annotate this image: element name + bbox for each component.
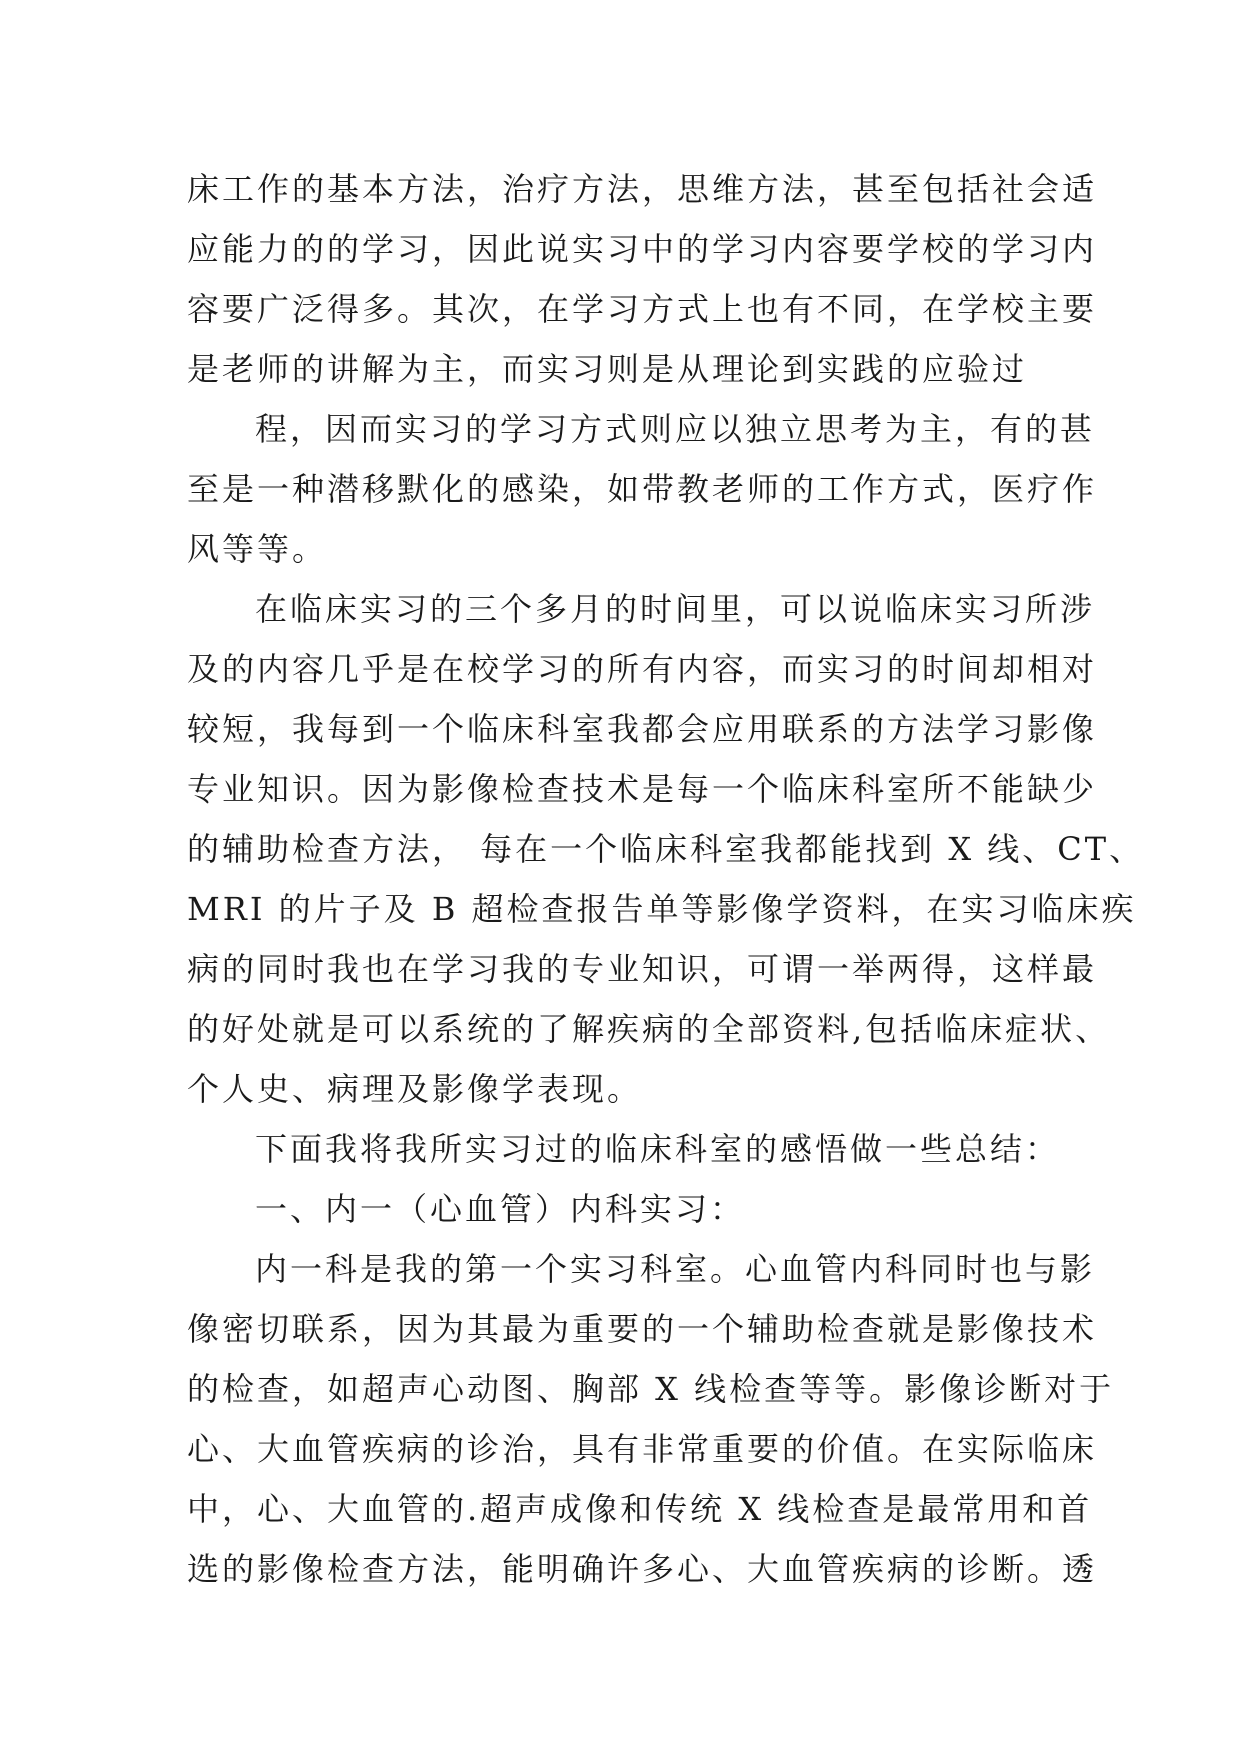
- text-line: 较短，我每到一个临床科室我都会应用联系的方法学习影像: [187, 710, 1098, 748]
- document-body: [187, 159, 1145, 1599]
- text-line: 的检查，如超声心动图、胸部 X 线检查等等。影像诊断对于: [187, 1370, 1115, 1408]
- text-line: 选的影像检查方法，能明确许多心、大血管疾病的诊断。透: [187, 1550, 1098, 1588]
- text-line: 的辅助检查方法， 每在一个临床科室我都能找到 X 线、CT、: [187, 830, 1145, 868]
- text-line: 像密切联系，因为其最为重要的一个辅助检查就是影像技术: [187, 1310, 1098, 1348]
- text-line: 中，心、大血管的.超声成像和传统 X 线检查是最常用和首: [187, 1490, 1093, 1528]
- text-line: 风等等。: [187, 530, 328, 568]
- text-line: 下面我将我所实习过的临床科室的感悟做一些总结：: [255, 1130, 1061, 1168]
- text-line: 应能力的的学习，因此说实习中的学习内容要学校的学习内: [187, 230, 1098, 268]
- text-line: 程，因而实习的学习方式则应以独立思考为主，有的甚: [255, 410, 1096, 448]
- text-line: 是老师的讲解为主，而实习则是从理论到实践的应验过: [187, 350, 1028, 388]
- text-line: 心、大血管疾病的诊治，具有非常重要的价值。在实际临床: [187, 1430, 1098, 1468]
- text-line: 内一科是我的第一个实习科室。心血管内科同时也与影: [255, 1250, 1096, 1288]
- text-line: 容要广泛得多。其次，在学习方式上也有不同，在学校主要: [187, 290, 1098, 328]
- text-line: 至是一种潜移默化的感染，如带教老师的工作方式，医疗作: [187, 470, 1098, 508]
- text-line: 及的内容几乎是在校学习的所有内容，而实习的时间却相对: [187, 650, 1098, 688]
- text-line: 病的同时我也在学习我的专业知识，可谓一举两得，这样最: [187, 950, 1098, 988]
- text-line: MRI 的片子及 B 超检查报告单等影像学资料，在实习临床疾: [187, 890, 1137, 928]
- text-line: 在临床实习的三个多月的时间里，可以说临床实习所涉: [255, 590, 1096, 628]
- text-line: 个人史、病理及影像学表现。: [187, 1070, 643, 1108]
- section-heading: 一、内一（心血管）内科实习：: [255, 1190, 746, 1228]
- text-line: 专业知识。因为影像检查技术是每一个临床科室所不能缺少: [187, 770, 1098, 808]
- text-line: 的好处就是可以系统的了解疾病的全部资料,包括临床症状、: [187, 1010, 1111, 1048]
- text-line: 床工作的基本方法，治疗方法，思维方法，甚至包括社会适: [187, 170, 1098, 208]
